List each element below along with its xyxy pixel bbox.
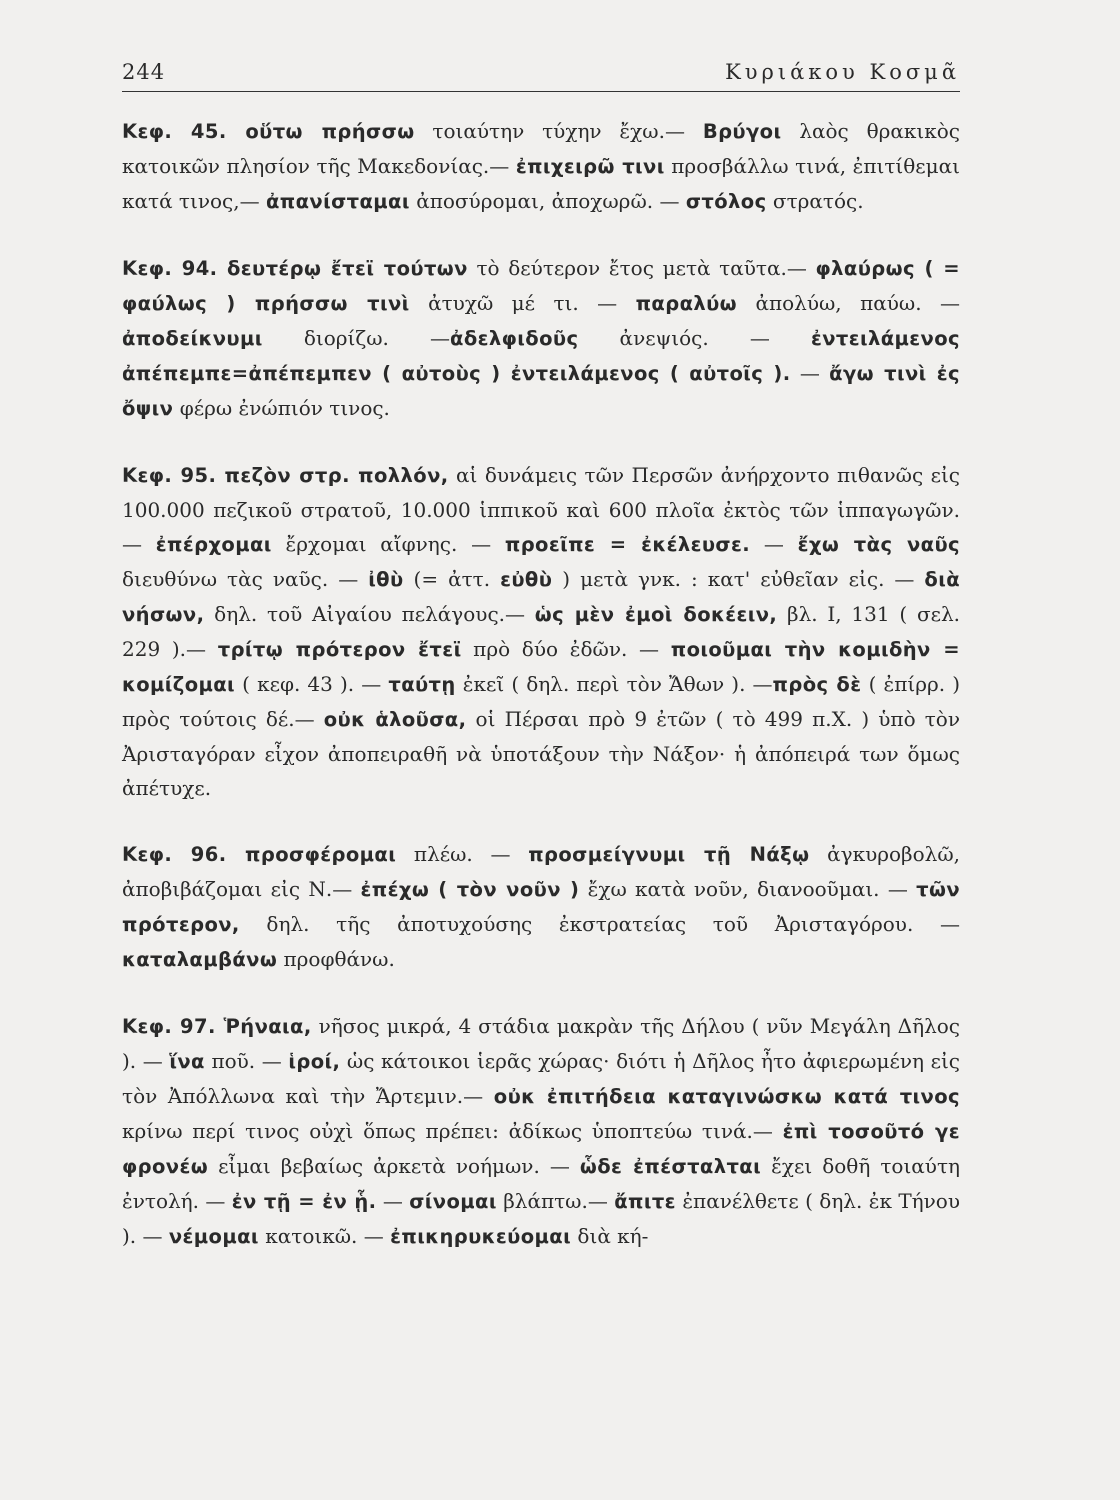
lemma-term: ἐν τῇ = ἐν ᾗ. <box>231 1190 377 1213</box>
lemma-term: Βρύγοι <box>702 120 782 143</box>
paragraph <box>122 837 960 977</box>
lemma-term: ἵνα <box>169 1050 205 1073</box>
lemma-term: Κεφ. 94. δευτέρῳ ἔτεϊ τούτων <box>122 257 468 280</box>
paragraph <box>122 1009 960 1254</box>
lemma-term: ἐπὶ τοσοῦτό γε φρονέω <box>122 1120 960 1178</box>
lemma-term: τρίτῳ πρότερον ἔτεϊ <box>217 638 462 661</box>
gloss-text: ἀπολύω, παύω. — <box>737 291 960 315</box>
gloss-text: αἱ δυνάμεις τῶν Περσῶν ἀνήρχοντο πιθανῶς εἰς 100.000 πεζικοῦ στρατοῦ, 10.000 ἱππικοῦ καὶ 600 πλοῖα ἐκτὸς τῶν ἱππαγωγῶν. — <box>122 463 960 556</box>
lemma-term: ἐπικηρυκεύομαι <box>390 1225 572 1248</box>
gloss-text: — <box>376 1189 410 1213</box>
gloss-text: βλάπτω.— <box>496 1189 615 1213</box>
gloss-text: ( κεφ. 43 ). — <box>235 672 389 696</box>
gloss-text: ἔχει δοθῆ τοιαύτη ἐντολή. — <box>122 1154 960 1213</box>
gloss-text: νῆσος μικρά, 4 στάδια μακρὰν τῆς Δήλου ( νῦν Μεγάλη Δῆλος ). — <box>122 1014 960 1073</box>
lemma-term: ἐπέχω ( τὸν νοῦν ) <box>360 878 580 901</box>
lemma-term: ἀπανίσταμαι <box>265 190 410 213</box>
gloss-text: δηλ. τῆς ἀποτυχούσης ἐκστρατείας τοῦ Ἀρισταγόρου. — <box>239 912 960 936</box>
lemma-term: ἐντειλάμενος ἀπέπεμπε=ἀπέπεμπεν ( αὐτοὺς ) ἐντειλάμενος ( αὐτοῖς ). <box>122 327 960 385</box>
lemma-term: νέμομαι <box>168 1225 259 1248</box>
lemma-term: οὐκ ἁλοῦσα, <box>323 708 467 731</box>
lemma-term: προεῖπε = ἐκέλευσε. <box>504 533 751 556</box>
gloss-text: τὸ δεύτερον ἔτος μετὰ ταῦτα.— <box>467 256 816 280</box>
lemma-term: παραλύω <box>635 292 738 315</box>
gloss-text: δηλ. τοῦ Αἰγαίου πελάγους.— <box>204 602 535 626</box>
lemma-term: ἀποδείκνυμι <box>122 327 263 350</box>
gloss-text: ἀνεψιός. — <box>578 326 811 350</box>
paragraph <box>122 251 960 426</box>
gloss-text: ἀποσύρομαι, ἀποχωρῶ. — <box>409 189 686 213</box>
gloss-text: (= ἀττ. <box>403 567 501 591</box>
lemma-term: διὰ νήσων, <box>122 568 960 626</box>
lemma-term: προσμείγνυμι τῇ Νάξῳ <box>528 843 810 866</box>
lemma-term: Κεφ. 45. οὕτω πρήσσω <box>122 120 415 143</box>
gloss-text: — <box>750 532 798 556</box>
gloss-text: ἀτυχῶ μέ τι. — <box>409 291 636 315</box>
gloss-text: ἐπανέλθετε ( δηλ. ἐκ Τήνου ). — <box>122 1189 961 1248</box>
page-header <box>122 60 960 92</box>
lemma-term: ἐπέρχομαι <box>155 533 272 556</box>
gloss-text: οἱ Πέρσαι πρὸ 9 ἐτῶν ( τὸ 499 π.Χ. ) ὑπὸ τὸν Ἀρισταγόραν εἶχον ἀποπειραθῆ νὰ ὑποτάξουν τὴν Νάξον· ἡ ἀπόπειρά των ὅμως ἀπέτυχε. <box>122 707 961 800</box>
gloss-text: διευθύνω τὰς ναῦς. — <box>122 567 369 591</box>
paragraph <box>122 458 960 805</box>
lemma-term: πρὸς δὲ <box>772 673 862 696</box>
paragraph <box>122 114 960 219</box>
lemma-term: ποιοῦμαι τὴν κομιδὴν = κομίζομαι <box>122 638 960 696</box>
lemma-term: οὐκ ἐπιτήδεια καταγινώσκω κατά τινος <box>493 1085 960 1108</box>
gloss-text: — <box>790 361 830 385</box>
lemma-term: καταλαμβάνω <box>122 948 278 971</box>
gloss-text: διορίζω. — <box>262 326 451 350</box>
lemma-term: φλαύρως ( = φαύλως ) πρήσσω τινὶ <box>122 257 960 315</box>
gloss-text: λαὸς θρακικὸς κατοικῶν πλησίον τῆς Μακεδονίας.— <box>122 119 961 178</box>
gloss-text: εἶμαι βεβαίως ἀρκετὰ νοήμων. — <box>208 1154 580 1178</box>
gloss-text: προσβάλλω τινά, ἐπιτίθεμαι κατά τινος,— <box>122 154 960 213</box>
gloss-text: ( ἐπίρρ. ) πρὸς τούτοις δέ.— <box>122 672 960 731</box>
gloss-text: ἀγκυροβολῶ, ἀποβιβάζομαι εἰς Ν.— <box>122 842 960 901</box>
lemma-term: ταύτῃ <box>388 673 456 696</box>
lemma-term: ἄγω τινὶ ἐς ὄψιν <box>122 362 960 420</box>
gloss-text: στρατός. <box>766 189 864 213</box>
running-title: Κυριάκου Κοσμᾶ <box>725 60 960 84</box>
gloss-text: πλέω. — <box>396 842 529 866</box>
lemma-term: ἰθὺ <box>368 568 404 591</box>
lemma-term: ὡς μὲν ἐμοὶ δοκέειν, <box>534 603 778 626</box>
gloss-text: πρὸ δύο ἐδῶν. — <box>461 637 671 661</box>
lemma-term: ἀδελφιδοῦς <box>450 327 579 350</box>
lemma-term: Κεφ. 95. πεζὸν στρ. πολλόν, <box>122 464 449 487</box>
gloss-text: διὰ κή- <box>571 1224 649 1248</box>
lemma-term: Κεφ. 97. Ῥήναια, <box>122 1015 312 1038</box>
lemma-term: ἄπιτε <box>614 1190 676 1213</box>
gloss-text: ) μετὰ γνκ. : κατ' εὐθεῖαν εἰς. — <box>552 567 925 591</box>
page-body <box>122 114 960 1254</box>
lemma-term: εὐθὺ <box>500 568 553 591</box>
gloss-text: προφθάνω. <box>277 947 395 971</box>
lemma-term: ἐπιχειρῶ τινι <box>515 155 665 178</box>
gloss-text: φέρω ἐνώπιόν τινος. <box>173 396 390 420</box>
page <box>122 60 960 1286</box>
gloss-text: ποῦ. — <box>204 1049 289 1073</box>
gloss-text: τοιαύτην τύχην ἔχω.— <box>414 119 703 143</box>
lemma-term: σίνομαι <box>409 1190 497 1213</box>
gloss-text: ἔρχομαι αἴφνης. — <box>271 532 505 556</box>
gloss-text: κατοικῶ. — <box>258 1224 391 1248</box>
gloss-text: ἐκεῖ ( δηλ. περὶ τὸν Ἄθων ). — <box>455 672 773 696</box>
lemma-term: Κεφ. 96. προσφέρομαι <box>122 843 397 866</box>
lemma-term: στόλος <box>685 190 767 213</box>
gloss-text: ὡς κάτοικοι ἱερᾶς χώρας· διότι ἡ Δῆλος ἦτο ἀφιερωμένη εἰς τὸν Ἀπόλλωνα καὶ τὴν Ἄρτεμιν.— <box>122 1049 960 1108</box>
lemma-term: ὧδε ἐπέσταλται <box>579 1155 762 1178</box>
page-number: 244 <box>122 60 166 84</box>
gloss-text: ἔχω κατὰ νοῦν, διανοοῦμαι. — <box>579 877 917 901</box>
lemma-term: τῶν πρότερον, <box>122 878 961 936</box>
gloss-text: κρίνω περί τινος οὐχὶ ὅπως πρέπει: ἀδίκως ὑποπτεύω τινά.— <box>122 1119 783 1143</box>
lemma-term: ἱροί, <box>288 1050 341 1073</box>
lemma-term: ἔχω τὰς ναῦς <box>797 533 960 556</box>
gloss-text: βλ. I, 131 ( σελ. 229 ).— <box>122 602 961 661</box>
